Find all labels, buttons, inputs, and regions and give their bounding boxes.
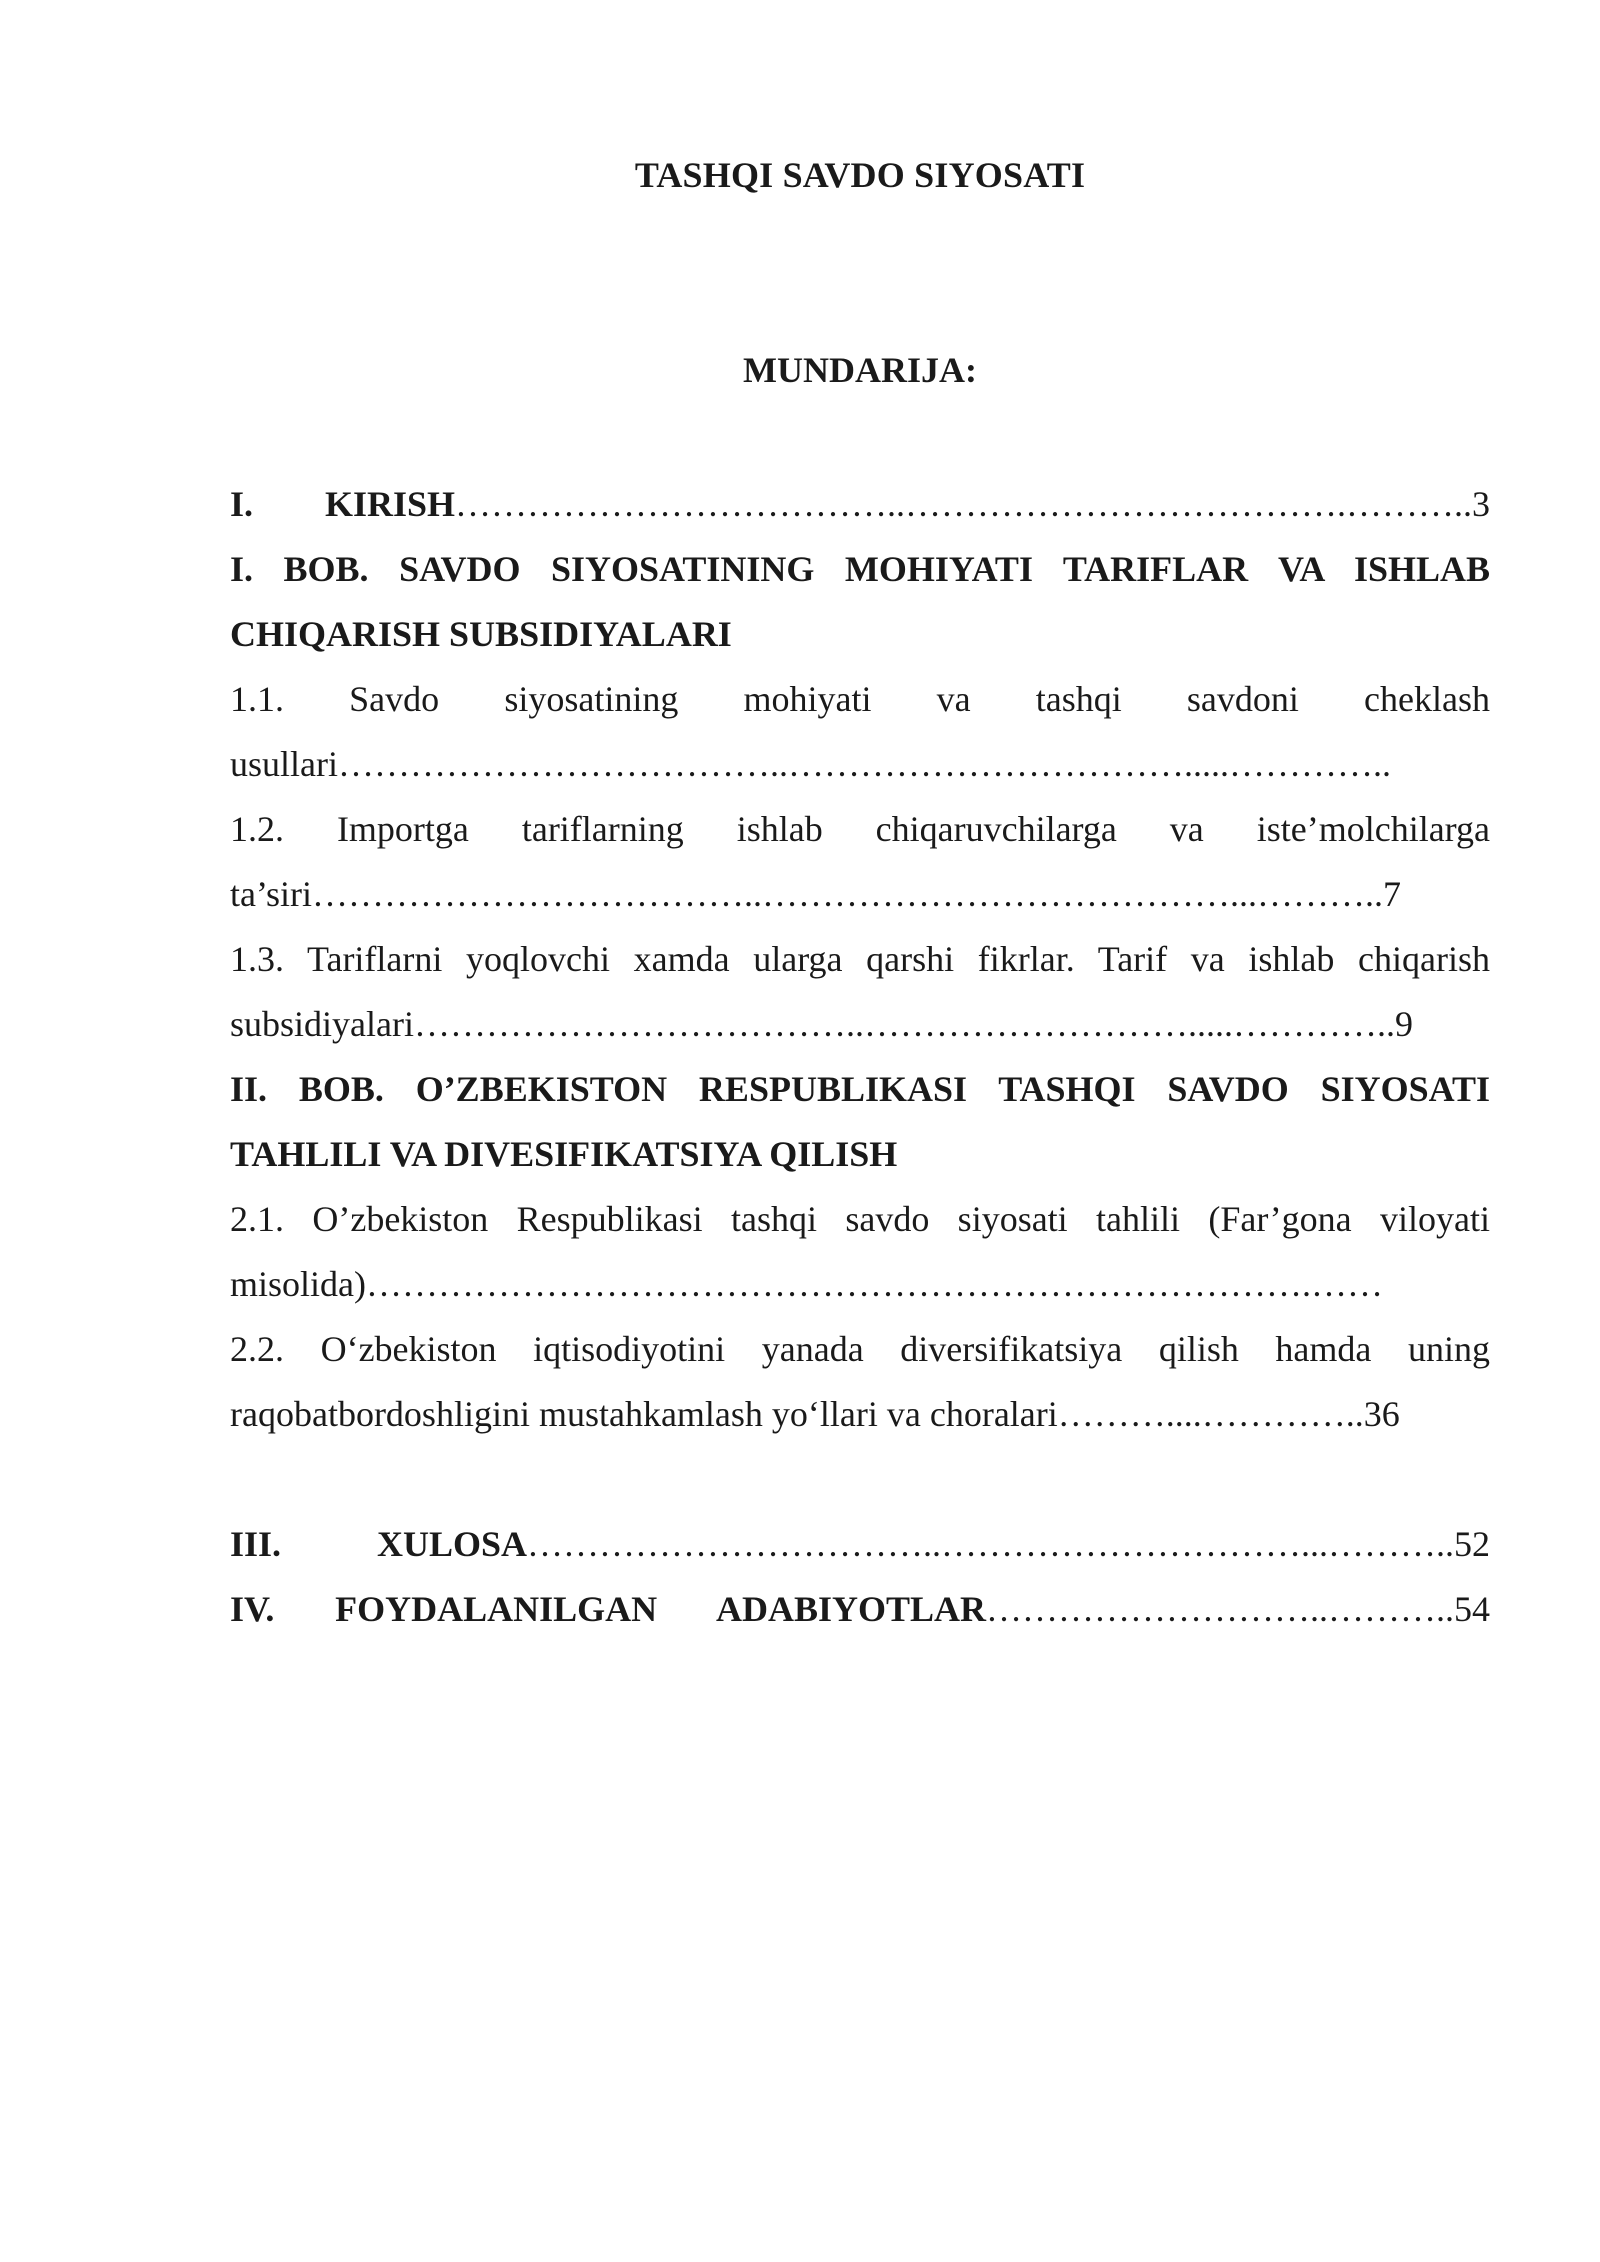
toc-entry-title: IV. FOYDALANILGAN ADABIYOTLAR [230,1589,986,1629]
toc-entry-leader: ………………………..………..54 [986,1589,1490,1629]
toc-chapter-2: II. BOB. O’ZBEKISTON RESPUBLIKASI TASHQI SAVDO SIYOSATI TAHLILI VA DIVESIFIKATSIYA QILISH [230,1069,1490,1174]
toc-entry-introduction [230,472,1490,537]
toc-entry-references [230,1577,1490,1642]
toc-entry-title: 2.2. O‘zbekiston iqtisodiyotini yanada diversifikatsiya qilish hamda uning raqobatbordoshligini mustahkamlash yo‘llari va choralari [230,1329,1490,1434]
toc-entry-title: 1.1. Savdo siyosatining mohiyati va tashqi savdoni cheklash usullari [230,679,1490,784]
toc-entry-title: 2.1. O’zbekiston Respublikasi tashqi savdo siyosati tahlili (Far’gona viloyati misolida) [230,1199,1490,1304]
toc-entry-leader: …………………………………………………………………….…… [365,1264,1383,1304]
toc-entry-leader: ………………………………..…………………………………...………..7 [311,874,1401,914]
toc-entry-title: 1.2. Importga tariflarning ishlab chiqaruvchilarga va iste’molchilarga ta’siri [230,809,1490,914]
toc-entry-title: I. KIRISH [230,484,455,524]
toc-entry-conclusion [230,1512,1490,1577]
toc-entry-2-1 [230,1187,1490,1317]
toc-entry-1-2 [230,797,1490,927]
toc-entry-leader: ………………………………..…………………………….....………….. [337,744,1391,784]
toc-spacer [230,1447,1490,1512]
toc-heading: MUNDARIJA: [743,350,977,390]
toc-entry-title: III. XULOSA [230,1524,527,1564]
document-title: TASHQI SAVDO SIYOSATI [634,155,1086,195]
toc-entry-leader: ……………………………..…………………………...………..52 [527,1524,1490,1564]
toc-chapter-1: I. BOB. SAVDO SIYOSATINING MOHIYATI TARIFLAR VA ISHLAB CHIQARISH SUBSIDIYALARI [230,549,1490,654]
toc-entry-leader: ………………………………..……………………….....…………..9 [413,1004,1413,1044]
toc-entry-leader: ………………………………..……………………………….………..3 [455,484,1490,524]
toc-entry-leader: ………....…………..36 [1057,1394,1400,1434]
toc-entry-1-1 [230,667,1490,797]
toc-entry-title: 1.3. Tariflarni yoqlovchi xamda ularga qarshi fikrlar. Tarif va ishlab chiqarish subsidiyalari [230,939,1490,1044]
toc-entry-1-3 [230,927,1490,1057]
toc-entry-2-2 [230,1317,1490,1447]
table-of-contents [230,472,1490,1642]
